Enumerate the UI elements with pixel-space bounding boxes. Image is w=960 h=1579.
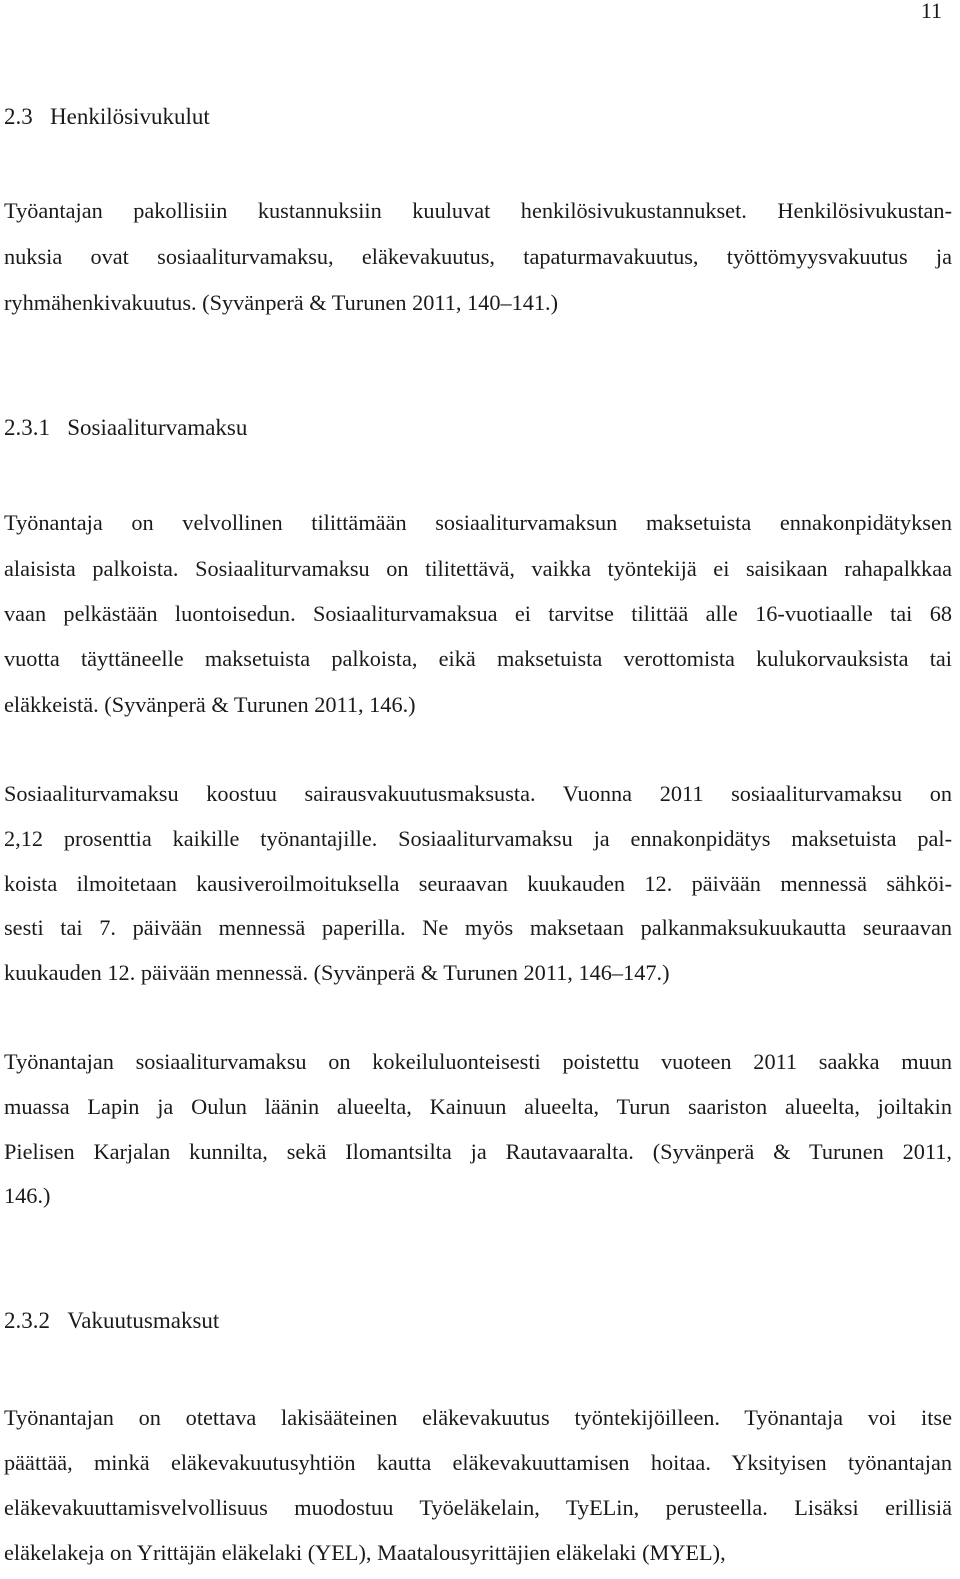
- section-number: 2.3.2: [4, 1308, 50, 1333]
- section-title: Henkilösivukulut: [50, 104, 210, 129]
- text-line: muassa Lapin ja Oulun läänin alueelta, Kainuun alueelta, Turun saariston alueelta, joiltakin: [4, 1094, 952, 1119]
- text-line: päättää, minkä eläkevakuutusyhtiön kautta eläkevakuuttamisen hoitaa. Yksityisen työnantajan: [4, 1450, 952, 1475]
- section-heading-2-3-1: [4, 413, 247, 443]
- section-title: Sosiaaliturvamaksu: [67, 415, 248, 440]
- section-heading-2-3: [4, 102, 210, 132]
- text-line: eläkkeistä. (Syvänperä & Turunen 2011, 146.): [4, 692, 416, 717]
- text-line: vuotta täyttäneelle maksetuista palkoista, eikä maksetuista verottomista kulukorvauksista tai: [4, 646, 952, 671]
- text-line: nuksia ovat sosiaaliturvamaksu, eläkevakuutus, tapaturmavakuutus, työttömyysvakuutus ja: [4, 244, 952, 269]
- text-line: Pielisen Karjalan kunnilta, sekä Ilomantsilta ja Rautavaaralta. (Syvänperä & Turunen 2011,: [4, 1139, 952, 1164]
- text-line: vaan pelkästään luontoisedun. Sosiaaliturvamaksua ei tarvitse tilittää alle 16-vuotiaalle tai 68: [4, 601, 952, 626]
- text-line: alaisista palkoista. Sosiaaliturvamaksu on tilitettävä, vaikka työntekijä ei saisikaan rahapalkkaa: [4, 556, 952, 581]
- section-heading-2-3-2: [4, 1306, 219, 1336]
- text-line: eläkelakeja on Yrittäjän eläkelaki (YEL), Maatalousyrittäjien eläkelaki (MYEL),: [4, 1540, 726, 1565]
- text-line: Sosiaaliturvamaksu koostuu sairausvakuutusmaksusta. Vuonna 2011 sosiaaliturvamaksu on: [4, 781, 952, 806]
- text-line: 146.): [4, 1183, 51, 1208]
- section-number: 2.3: [4, 104, 33, 129]
- text-line: kuukauden 12. päivään mennessä. (Syvänperä & Turunen 2011, 146–147.): [4, 960, 670, 985]
- text-line: Työnantajan on otettava lakisääteinen eläkevakuutus työntekijöilleen. Työnantaja voi itse: [4, 1405, 952, 1430]
- section-number: 2.3.1: [4, 415, 50, 440]
- text-line: 2,12 prosenttia kaikille työnantajille. Sosiaaliturvamaksu ja ennakonpidätys maksetuista pal-: [4, 826, 952, 851]
- text-line: ryhmähenkivakuutus. (Syvänperä & Turunen 2011, 140–141.): [4, 290, 559, 315]
- text-line: Työnantajan sosiaaliturvamaksu on kokeiluluonteisesti poistettu vuoteen 2011 saakka muun: [4, 1049, 952, 1074]
- text-line: Työnantaja on velvollinen tilittämään sosiaaliturvamaksun maksetuista ennakonpidätyksen: [4, 510, 952, 535]
- page-number: 11: [920, 0, 942, 23]
- text-line: eläkevakuuttamisvelvollisuus muodostuu Työeläkelain, TyELin, perusteella. Lisäksi erillisiä: [4, 1495, 952, 1520]
- text-line: koista ilmoitetaan kausiveroilmoituksella seuraavan kuukauden 12. päivään mennessä sähköi-: [4, 871, 952, 896]
- text-line: sesti tai 7. päivään mennessä paperilla. Ne myös maksetaan palkanmaksukuukautta seuraavan: [4, 915, 952, 940]
- text-line: Työantajan pakollisiin kustannuksiin kuuluvat henkilösivukustannukset. Henkilösivukustan-: [4, 198, 952, 223]
- section-title: Vakuutusmaksut: [67, 1308, 220, 1333]
